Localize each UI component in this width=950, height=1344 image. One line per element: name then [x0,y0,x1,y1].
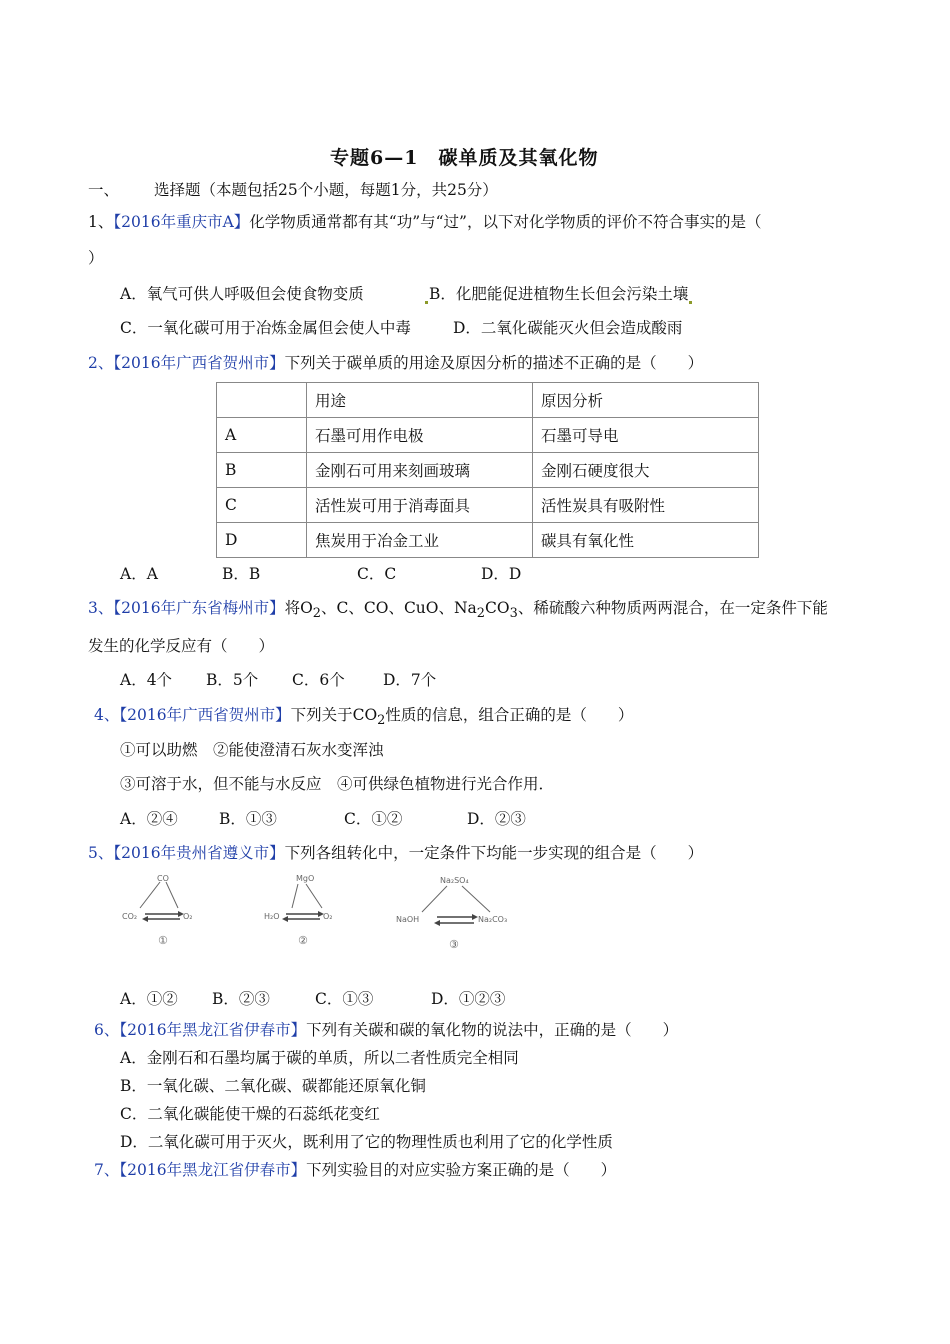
section-header: 选择题（本题包括25个小题，每题1分，共25分） [154,181,498,199]
page-title: 专题6—1 碳单质及其氧化物 [330,147,599,169]
question-number: 1、 [88,213,114,231]
question-number: 4、 [94,706,120,724]
question-number: 2、 [88,354,114,372]
option-c: C．C [357,565,397,583]
option-b: B．①③ [219,810,277,828]
option-d: D．二氧化碳能灭火但会造成酸雨 [453,319,683,337]
option-a: A．金刚石和石墨均属于碳的单质，所以二者性质完全相同 [120,1049,519,1067]
statement-line: ③可溶于水，但不能与水反应 ④可供绿色植物进行光合作用． [120,775,555,793]
question-7 [94,1158,616,1180]
table-row [217,488,759,523]
table-row [217,523,759,558]
question-source: 【2016年重庆市A】 [113,213,250,231]
table-cell: 石墨可导电 [533,418,759,453]
table-cell: B [217,453,307,488]
option-d: D．7个 [383,671,437,689]
stray-mark [689,301,692,304]
question-stem-line2: 发生的化学反应有（ ） [88,637,275,655]
question-source: 【2016年黑龙江省伊春市】 [119,1021,307,1039]
table-header: 原因分析 [533,383,759,418]
stray-mark [425,301,428,304]
statement-line: ①可以助燃 ②能使澄清石灰水变浑浊 [120,741,384,759]
option-c: C．二氧化碳能使干燥的石蕊纸花变红 [120,1105,380,1123]
subscript: 2 [476,606,486,622]
stem-text: CO [485,599,510,617]
table-row [217,418,759,453]
question-number: 3、 [88,599,114,617]
option-d: D．D [481,565,522,583]
diagram-node-right: Na₂CO₃ [478,915,508,924]
diagram-label: ② [298,934,308,947]
question-4 [94,703,633,728]
option-c: C．6个 [292,671,345,689]
diagram-arrows [120,870,200,930]
question-5 [88,841,703,863]
table-cell: 金刚石可用来刻画玻璃 [307,453,533,488]
question-number: 7、 [94,1161,120,1179]
option-c: C．①② [344,810,403,828]
diagram-arrows [392,872,522,932]
question-source: 【2016年广东省梅州市】 [113,599,285,617]
diagram-label: ③ [449,938,459,951]
table-cell: 碳具有氧化性 [533,523,759,558]
question-source: 【2016年黑龙江省伊春市】 [119,1161,307,1179]
question-source: 【2016年贵州省遵义市】 [113,844,285,862]
option-d: D．②③ [467,810,526,828]
table-cell: A [217,418,307,453]
table-row [217,453,759,488]
table-cell: 活性炭具有吸附性 [533,488,759,523]
question-2 [88,351,703,373]
question-source: 【2016年广西省贺州市】 [113,354,285,372]
option-d: D．二氧化碳可用于灭火，既利用了它的物理性质也利用了它的化学性质 [120,1133,613,1151]
option-b: B．一氧化碳、二氧化碳、碳都能还原氧化铜 [120,1077,426,1095]
subscript: 2 [312,606,322,622]
diagram-node-top: MgO [296,874,315,883]
diagram-node-left: H₂O [264,912,280,921]
subscript: 2 [377,713,386,729]
option-b: B．B [222,565,261,583]
table-header-row [217,383,759,418]
question-stem-end: ） [88,249,104,267]
question-1 [88,210,761,232]
option-b: B．5个 [206,671,259,689]
question-number: 5、 [88,844,114,862]
option-a: A．4个 [120,671,173,689]
option-b: B．化肥能促进植物生长但会污染土壤 [424,282,693,304]
question-number: 6、 [94,1021,120,1039]
table-cell: 焦炭用于冶金工业 [307,523,533,558]
answer-table [216,382,759,558]
question-stem: 下列关于碳单质的用途及原因分析的描述不正确的是（ ） [284,354,704,372]
diagram-node-left: CO₂ [122,912,138,921]
table-cell: D [217,523,307,558]
stem-text: 将O [284,599,313,617]
option-a: A．②④ [120,810,178,828]
diagram-node-left: NaOH [396,915,420,924]
stem-text: 性质的信息，组合正确的是（ ） [385,706,634,724]
diagram-arrows [262,870,342,930]
table-cell: 活性炭可用于消毒面具 [307,488,533,523]
option-c: C．①③ [315,990,374,1008]
option-b: B．②③ [212,990,270,1008]
question-stem: 下列实验目的对应实验方案正确的是（ ） [306,1161,617,1179]
subscript: 3 [509,606,518,622]
stem-text: 下列关于CO [290,706,378,724]
diagram-node-top: CO [157,874,169,883]
option-a: A．①② [120,990,178,1008]
question-stem: 化学物质通常都有其“功”与“过”，以下对化学物质的评价不符合事实的是（ [249,213,762,231]
option-a: A．氧气可供人呼吸但会使食物变质 [120,285,364,303]
stem-text: 、C、CO、CuO、Na [321,599,477,617]
diagram-label: ① [158,934,168,947]
option-a: A．A [120,565,158,583]
table-cell: C [217,488,307,523]
table-header [217,383,307,418]
table-cell: 金刚石硬度很大 [533,453,759,488]
stem-text: 、稀硫酸六种物质两两混合，在一定条件下能 [517,599,828,617]
question-3 [88,596,828,621]
option-c: C．一氧化碳可用于冶炼金属但会使人中毒 [120,319,411,337]
question-source: 【2016年广西省贺州市】 [119,706,291,724]
diagram-node-right: O₂ [323,912,333,921]
diagram-node-right: O₂ [183,912,193,921]
table-cell: 石墨可用作电极 [307,418,533,453]
question-6 [94,1018,678,1040]
section-number: 一、 [88,181,120,199]
option-d: D．①②③ [431,990,506,1008]
table-header: 用途 [307,383,533,418]
question-stem: 下列有关碳和碳的氧化物的说法中，正确的是（ ） [306,1021,679,1039]
question-stem: 下列各组转化中，一定条件下均能一步实现的组合是（ ） [284,844,704,862]
diagram-node-top: Na₂SO₄ [440,876,469,885]
